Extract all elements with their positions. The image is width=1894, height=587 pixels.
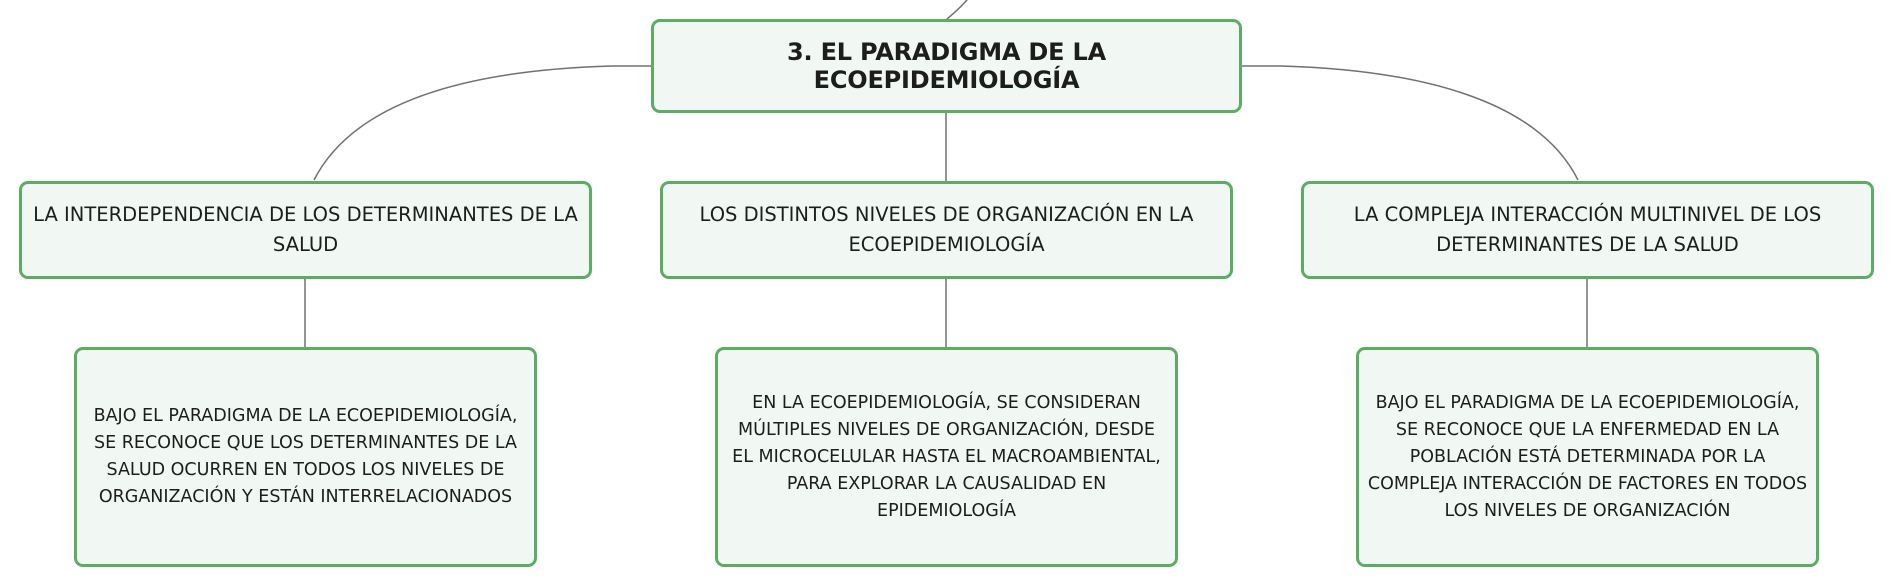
branch-node-interdependencia[interactable]: [19, 181, 592, 279]
detail-text: BAJO EL PARADIGMA DE LA ECOEPIDEMIOLOGÍA, SE RECONOCE QUE LOS DETERMINANTES DE LA SALUD OCURREN EN TODOS LOS NIVELES DE ORGANIZACIÓN Y ESTÁN INTERRELACIONADOS: [93, 406, 518, 507]
branch-label: LA COMPLEJA INTERACCIÓN MULTINIVEL DE LOS DETERMINANTES DE LA SALUD: [1353, 203, 1822, 256]
detail-node-interdependencia[interactable]: [74, 347, 537, 567]
root-topic-node[interactable]: [651, 19, 1242, 113]
connector-parent-link: [947, 0, 970, 19]
detail-node-interaccion-multinivel[interactable]: [1356, 347, 1819, 567]
branch-label: LA INTERDEPENDENCIA DE LOS DETERMINANTES DE LA SALUD: [33, 203, 578, 256]
branch-node-niveles-organizacion[interactable]: [660, 181, 1233, 279]
branch-label: LOS DISTINTOS NIVELES DE ORGANIZACIÓN EN LA ECOEPIDEMIOLOGÍA: [699, 203, 1194, 256]
branch-node-interaccion-multinivel[interactable]: [1301, 181, 1874, 279]
root-topic-label: 3. EL PARADIGMA DE LA ECOEPIDEMIOLOGÍA: [787, 38, 1106, 94]
connector-root-to-branch-3: [1242, 66, 1578, 180]
detail-node-niveles-organizacion[interactable]: [715, 347, 1178, 567]
detail-text: EN LA ECOEPIDEMIOLOGÍA, SE CONSIDERAN MÚLTIPLES NIVELES DE ORGANIZACIÓN, DESDE EL MICROCELULAR HASTA EL MACROAMBIENTAL, PARA EXPLORAR LA CAUSALIDAD EN EPIDEMIOLOGÍA: [732, 392, 1161, 521]
connector-root-to-branch-1: [314, 66, 651, 180]
detail-text: BAJO EL PARADIGMA DE LA ECOEPIDEMIOLOGÍA, SE RECONOCE QUE LA ENFERMEDAD EN LA POBLACIÓN ESTÁ DETERMINADA POR LA COMPLEJA INTERACCIÓN DE FACTORES EN TODOS LOS NIVELES DE ORGANIZACIÓN: [1367, 392, 1808, 521]
